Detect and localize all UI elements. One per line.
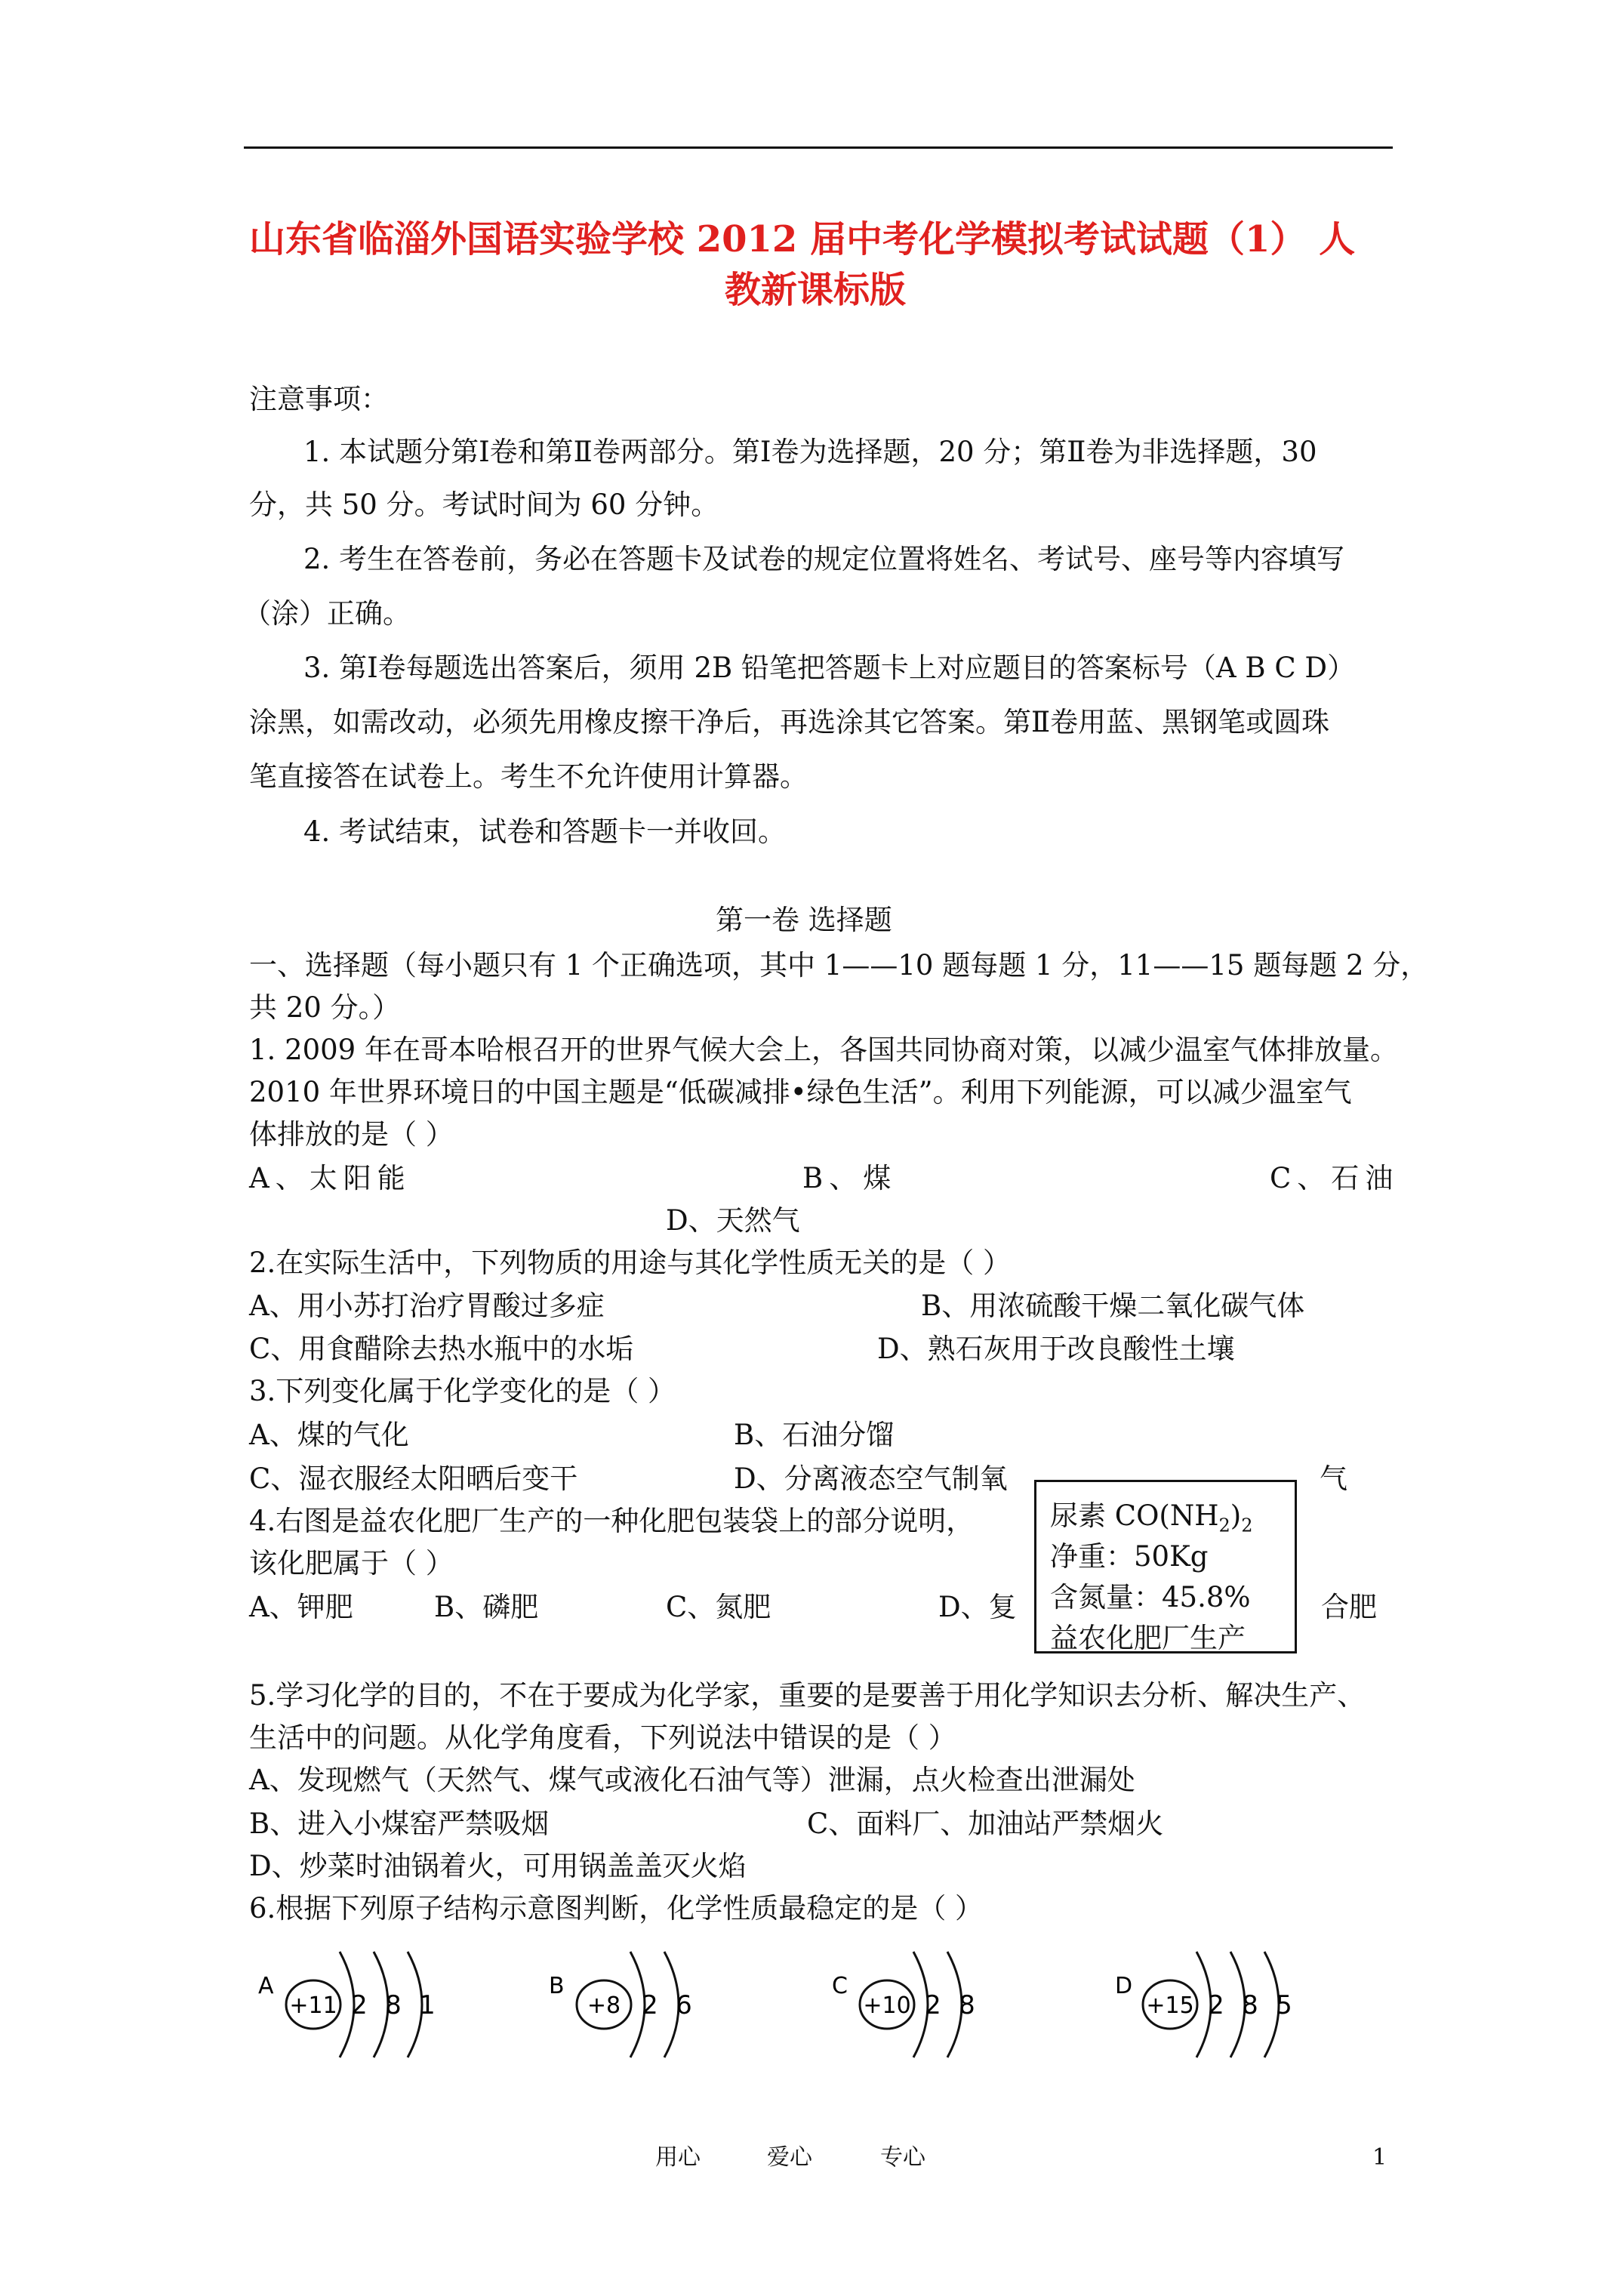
atom-letter: D — [1115, 1973, 1133, 1999]
nucleus-charge: +15 — [1146, 1992, 1194, 2019]
q1-option-b: B、煤 — [802, 1162, 898, 1194]
q2-stem: 2.在实际生活中，下列物质的用途与其化学性质无关的是（ ） — [249, 1247, 1012, 1279]
fertilizer-name: 尿素 $CO(NH_2)_2$ — [1050, 1499, 1253, 1536]
footer-motto-3: 专心 — [880, 2144, 925, 2171]
footer-motto-1: 用心 — [655, 2144, 701, 2171]
q2-option-c: C、用食醋除去热水瓶中的水垢 — [249, 1333, 634, 1365]
q3-option-b: B、石油分馏 — [734, 1419, 895, 1451]
q1-stem: 1. 2009 年在哥本哈根召开的世界气候大会上，各国共同协商对策，以减少温室气体排放量。 — [249, 1034, 1398, 1066]
notice-line: 分，共 50 分。考试时间为 60 分钟。 — [249, 488, 719, 521]
doc-title-line1: 山东省临淄外国语实验学校 2012 届中考化学模拟考试试题（1） 人 — [249, 218, 1356, 260]
q4-option-c: C、氮肥 — [666, 1591, 771, 1623]
q1-option-d: D、天然气 — [666, 1204, 800, 1237]
q4-stem: 4.右图是益农化肥厂生产的一种化肥包装袋上的部分说明， — [249, 1505, 975, 1537]
notice-line: 笔直接答在试卷上。考生不允许使用计算器。 — [249, 760, 808, 793]
notice-line: （涂）正确。 — [243, 597, 411, 630]
q5-stem: 5.学习化学的目的，不在于要成为化学家，重要的是要善于用化学知识去分析、解决生产、 — [249, 1679, 1366, 1712]
fertilizer-nitrogen: 含氮量：45.8% — [1050, 1581, 1251, 1613]
notice-line: 3. 第Ⅰ卷每题选出答案后，须用 2B 铅笔把答题卡上对应题目的答案标号（A B C D） — [303, 652, 1356, 684]
q4-option-a: A、钾肥 — [249, 1591, 353, 1623]
q5-option-c: C、面料厂、加油站严禁烟火 — [807, 1808, 1164, 1840]
atom-letter: A — [258, 1973, 274, 1999]
fertilizer-label-box — [1034, 1480, 1297, 1653]
q4-stem: 该化肥属于（ ） — [249, 1547, 454, 1579]
part-intro: 共 20 分。） — [249, 991, 401, 1024]
page-number: 1 — [1372, 2144, 1387, 2171]
q2-option-a: A、用小苏打治疗胃酸过多症 — [249, 1290, 605, 1322]
notice-heading: 注意事项： — [249, 383, 389, 415]
q5-stem: 生活中的问题。从化学角度看，下列说法中错误的是（ ） — [249, 1721, 956, 1754]
nucleus-charge: +11 — [289, 1992, 337, 2019]
notice-line: 4. 考试结束，试卷和答题卡一并收回。 — [303, 815, 787, 848]
atom-letter: C — [832, 1973, 848, 1999]
q4-option-d-tail: 合肥 — [1321, 1591, 1377, 1623]
q5-option-d: D、炒菜时油锅着火，可用锅盖盖灭火焰 — [249, 1850, 747, 1882]
q6-stem: 6.根据下列原子结构示意图判断，化学性质最稳定的是（ ） — [249, 1892, 984, 1925]
doc-title-line2: 教新课标版 — [725, 269, 907, 311]
notice-line: 1. 本试题分第Ⅰ卷和第Ⅱ卷两部分。第Ⅰ卷为选择题，20 分；第Ⅱ卷为非选择题，30 — [303, 436, 1317, 468]
nucleus-charge: +8 — [587, 1992, 621, 2019]
section-title: 第一卷 选择题 — [716, 904, 892, 936]
fertilizer-weight: 净重：50Kg — [1050, 1540, 1209, 1573]
q3-option-d: D、分离液态空气制氧 — [734, 1462, 1008, 1495]
atom-diagram-c — [832, 1952, 975, 2057]
electron-count: 8 — [1242, 1990, 1258, 2020]
electron-count: 1 — [419, 1990, 436, 2020]
q5-option-a: A、发现燃气（天然气、煤气或液化石油气等）泄漏，点火检查出泄漏处 — [249, 1764, 1135, 1796]
electron-count: 2 — [351, 1990, 368, 2020]
q3-option-a: A、煤的气化 — [249, 1419, 409, 1451]
q1-option-a: A、太阳能 — [249, 1162, 411, 1194]
q3-stem: 3.下列变化属于化学变化的是（ ） — [249, 1375, 676, 1407]
electron-count: 8 — [959, 1990, 975, 2020]
q1-stem: 体排放的是（ ） — [249, 1118, 454, 1151]
atom-diagrams — [249, 1933, 1321, 2114]
electron-count: 2 — [642, 1990, 658, 2020]
q4-option-b: B、磷肥 — [434, 1591, 539, 1623]
notice-line: 2. 考生在答卷前，务必在答题卡及试卷的规定位置将姓名、考试号、座号等内容填写 — [303, 543, 1345, 575]
q4-option-d: D、复 — [938, 1591, 1017, 1623]
footer-motto-2: 爱心 — [767, 2144, 812, 2171]
atom-diagram-d — [1115, 1952, 1292, 2057]
electron-count: 6 — [676, 1990, 692, 2020]
part-intro: 一、选择题（每小题只有 1 个正确选项，其中 1——10 题每题 1 分，11——15 题每题 2 分， — [249, 949, 1429, 982]
atom-diagram-a — [258, 1952, 436, 2057]
q3-option-c: C、湿衣服经太阳晒后变干 — [249, 1462, 578, 1495]
q2-option-b: B、用浓硫酸干燥二氧化碳气体 — [921, 1290, 1305, 1322]
nucleus-charge: +10 — [863, 1992, 911, 2019]
q1-stem: 2010 年世界环境日的中国主题是“低碳减排•绿色生活”。利用下列能源，可以减少温室气 — [249, 1076, 1352, 1108]
q3-option-d-tail: 气 — [1320, 1462, 1347, 1495]
q2-option-d: D、熟石灰用于改良酸性土壤 — [877, 1333, 1235, 1365]
electron-count: 8 — [385, 1990, 402, 2020]
electron-count: 5 — [1276, 1990, 1292, 2020]
atom-letter: B — [549, 1973, 565, 1999]
electron-count: 2 — [1208, 1990, 1224, 2020]
top-rule — [244, 146, 1393, 149]
q5-option-b: B、进入小煤窑严禁吸烟 — [249, 1808, 550, 1840]
q1-option-c: C、石油 — [1270, 1162, 1400, 1194]
electron-count: 2 — [925, 1990, 941, 2020]
notice-line: 涂黑，如需改动，必须先用橡皮擦干净后，再选涂其它答案。第Ⅱ卷用蓝、黑钢笔或圆珠 — [249, 706, 1330, 738]
atom-diagram-b — [549, 1952, 692, 2057]
fertilizer-maker: 益农化肥厂生产 — [1050, 1622, 1246, 1654]
